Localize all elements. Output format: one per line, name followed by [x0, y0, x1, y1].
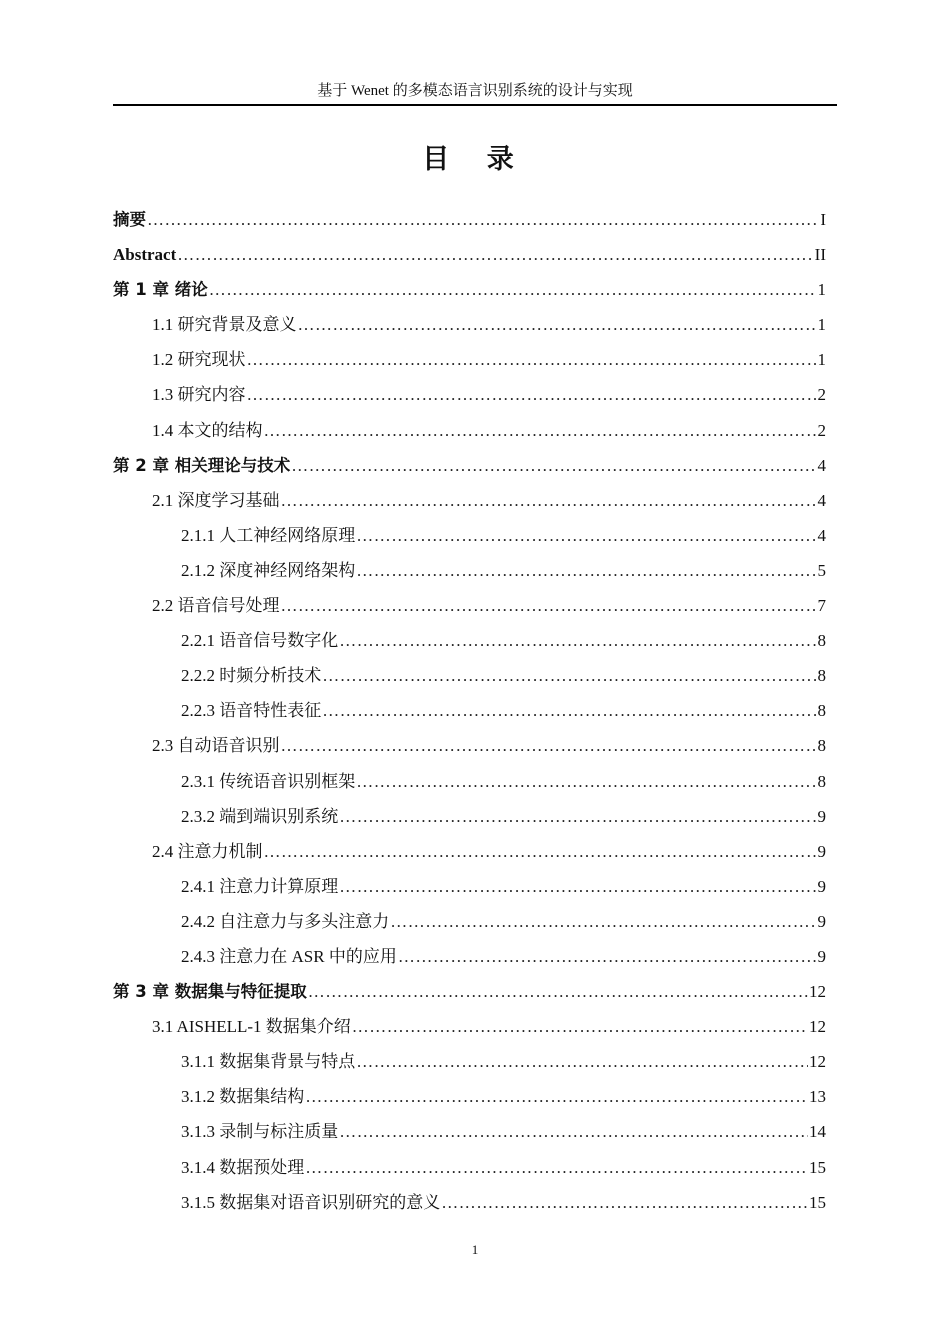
toc-entry-page: 4	[817, 490, 826, 510]
toc-leader-dots	[356, 553, 816, 588]
toc-entry[interactable]	[113, 518, 826, 553]
toc-leader-dots	[322, 658, 816, 693]
toc-leader-dots	[352, 1009, 808, 1044]
toc-entry[interactable]	[113, 834, 826, 869]
toc-entry-page: 9	[817, 946, 826, 966]
toc-entry-page: 14	[809, 1122, 826, 1142]
toc-entry-title: 3.1 AISHELL-1 数据集介绍	[152, 1017, 351, 1037]
toc-entry[interactable]	[113, 1009, 826, 1044]
toc-entry-title: 2.3.2 端到端识别系统	[181, 806, 339, 826]
toc-entry-title: 3.1.1 数据集背景与特点	[181, 1052, 356, 1072]
toc-entry-title: 第 2 章 相关理论与技术	[113, 455, 291, 475]
toc-entry-title: 1.2 研究现状	[152, 350, 246, 370]
toc-entry[interactable]	[113, 764, 826, 799]
toc-entry-title: 2.2 语音信号处理	[152, 596, 280, 616]
toc-leader-dots	[339, 799, 816, 834]
toc-entry[interactable]	[113, 693, 826, 728]
toc-leader-dots	[356, 764, 816, 799]
toc-entry[interactable]	[113, 1044, 826, 1079]
toc-leader-dots	[281, 588, 817, 623]
toc-entry-page: 5	[817, 560, 826, 580]
toc-entry-title: 2.3.1 传统语音识别框架	[181, 771, 356, 791]
toc-entry[interactable]	[113, 483, 826, 518]
toc-entry[interactable]	[113, 342, 826, 377]
toc-entry-page: 8	[817, 666, 826, 686]
toc-leader-dots	[291, 448, 816, 483]
toc-entry-title: 2.4.3 注意力在 ASR 中的应用	[181, 946, 397, 966]
toc-entry-page: 13	[809, 1087, 826, 1107]
toc-entry[interactable]	[113, 307, 826, 342]
toc-entry-page: 12	[809, 982, 826, 1002]
toc-entry-page: 1	[817, 315, 826, 335]
toc-entry[interactable]	[113, 728, 826, 763]
toc-entry-title: 2.3 自动语音识别	[152, 736, 280, 756]
toc-leader-dots	[441, 1185, 808, 1220]
toc-entry-page: 9	[817, 841, 826, 861]
toc-entry[interactable]	[113, 1079, 826, 1114]
toc-entry-title: 3.1.4 数据预处理	[181, 1157, 305, 1177]
toc-entry-title: 第 3 章 数据集与特征提取	[113, 982, 307, 1002]
toc-leader-dots	[322, 693, 816, 728]
toc-leader-dots	[281, 483, 817, 518]
toc-leader-dots	[339, 1114, 808, 1149]
toc-entry-page: 15	[809, 1157, 826, 1177]
toc-entry-title: 2.1 深度学习基础	[152, 490, 280, 510]
toc-entry[interactable]	[113, 974, 826, 1009]
toc-entry-title: 1.3 研究内容	[152, 385, 246, 405]
toc-leader-dots	[398, 939, 817, 974]
toc-entry-page: 8	[817, 631, 826, 651]
toc-entry-page: 12	[809, 1017, 826, 1037]
toc-entry[interactable]	[113, 448, 826, 483]
toc-leader-dots	[356, 518, 816, 553]
toc-entry-page: 1	[817, 350, 826, 370]
toc-leader-dots	[281, 728, 817, 763]
toc-entry-page: 2	[817, 420, 826, 440]
toc-entry-title: 1.1 研究背景及意义	[152, 315, 297, 335]
toc-entry-page: II	[814, 245, 826, 265]
toc-leader-dots	[356, 1044, 808, 1079]
toc-entry-title: 2.2.2 时频分析技术	[181, 666, 322, 686]
toc-entry-title: 2.1.1 人工神经网络原理	[181, 525, 356, 545]
toc-leader-dots	[339, 869, 816, 904]
toc-entry[interactable]	[113, 904, 826, 939]
toc-entry-page: 8	[817, 771, 826, 791]
toc-leader-dots	[390, 904, 816, 939]
toc-leader-dots	[147, 202, 819, 237]
toc-entry[interactable]	[113, 623, 826, 658]
toc-entry[interactable]	[113, 1114, 826, 1149]
toc-leader-dots	[298, 307, 817, 342]
toc-entry-title: 2.1.2 深度神经网络架构	[181, 560, 356, 580]
toc-entry-title: 3.1.2 数据集结构	[181, 1087, 305, 1107]
toc-leader-dots	[339, 623, 816, 658]
toc-entry-title: 2.2.1 语音信号数字化	[181, 631, 339, 651]
toc-entry-page: 9	[817, 911, 826, 931]
toc-leader-dots	[209, 272, 817, 307]
toc-entry[interactable]	[113, 237, 826, 272]
toc-entry[interactable]	[113, 588, 826, 623]
toc-leader-dots	[308, 974, 808, 1009]
toc-entry-page: 4	[817, 455, 826, 475]
toc-entry-page: 2	[817, 385, 826, 405]
toc-entry-title: 摘要	[113, 210, 146, 229]
toc-entry[interactable]	[113, 553, 826, 588]
page-title: 目 录	[422, 144, 528, 175]
toc-entry-page: 9	[817, 806, 826, 826]
toc-entry[interactable]	[113, 1150, 826, 1185]
toc-entry-page: 7	[817, 596, 826, 616]
toc-entry-page: 8	[817, 701, 826, 721]
toc-leader-dots	[305, 1150, 808, 1185]
toc-entry-page: 15	[809, 1192, 826, 1212]
toc-entry-title: Abstract	[113, 245, 177, 265]
toc-entry[interactable]	[113, 799, 826, 834]
toc-entry-title: 2.2.3 语音特性表征	[181, 701, 322, 721]
toc-entry[interactable]	[113, 869, 826, 904]
toc-entry-page: 1	[817, 280, 826, 300]
running-header: 基于 Wenet 的多模态语言识别系统的设计与实现	[113, 78, 837, 106]
toc-entry-title: 2.4 注意力机制	[152, 841, 263, 861]
toc-entry-page: I	[820, 210, 826, 229]
toc-entry[interactable]	[113, 1185, 826, 1220]
toc-entry[interactable]	[113, 939, 826, 974]
toc-entry[interactable]	[113, 658, 826, 693]
toc-entry-page: 8	[817, 736, 826, 756]
toc-entry-page: 9	[817, 876, 826, 896]
page-number: 1	[471, 1242, 479, 1257]
toc-leader-dots	[305, 1079, 808, 1114]
toc-entry-title: 2.4.1 注意力计算原理	[181, 876, 339, 896]
toc-entry[interactable]	[113, 272, 826, 307]
toc-entry[interactable]	[113, 202, 826, 237]
toc-entry-title: 1.4 本文的结构	[152, 420, 263, 440]
toc-entry[interactable]	[113, 413, 826, 448]
toc-leader-dots	[177, 237, 813, 272]
toc-entry-page: 4	[817, 525, 826, 545]
table-of-contents	[113, 202, 826, 1220]
toc-entry[interactable]	[113, 377, 826, 412]
toc-leader-dots	[247, 377, 817, 412]
toc-entry-title: 3.1.3 录制与标注质量	[181, 1122, 339, 1142]
toc-leader-dots	[247, 342, 817, 377]
toc-leader-dots	[264, 834, 817, 869]
toc-entry-title: 2.4.2 自注意力与多头注意力	[181, 911, 390, 931]
toc-entry-page: 12	[809, 1052, 826, 1072]
toc-leader-dots	[264, 413, 817, 448]
toc-entry-title: 3.1.5 数据集对语音识别研究的意义	[181, 1192, 441, 1212]
toc-entry-title: 第 1 章 绪论	[113, 280, 208, 300]
